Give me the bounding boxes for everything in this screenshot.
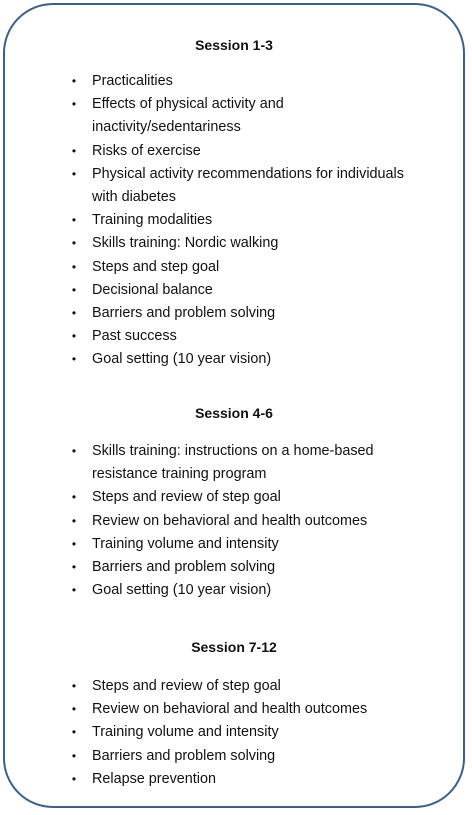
list-item-line: Practicalities — [92, 73, 173, 89]
list-item-line: Risks of exercise — [92, 142, 201, 159]
list-item-line: Physical activity recommendations for individuals — [92, 165, 404, 182]
list-item-line: Training modalities — [92, 212, 213, 229]
list-item-line: Goal setting (10 year vision) — [92, 351, 272, 368]
bullet-icon: • — [71, 725, 77, 740]
list-item-line: with diabetes — [92, 189, 176, 206]
list-item — [5, 768, 463, 791]
bullet-icon: • — [71, 306, 77, 321]
bullet-icon: • — [71, 583, 77, 598]
topic-list — [5, 70, 463, 372]
list-item-line: Relapse prevention — [92, 770, 216, 787]
list-item — [5, 232, 463, 255]
topic-list — [5, 675, 463, 791]
list-item-line: Steps and review of step goal — [92, 678, 281, 694]
list-item — [5, 93, 463, 139]
list-item — [5, 209, 463, 232]
list-item-line: Effects of physical activity and — [92, 96, 284, 113]
list-item — [5, 163, 463, 209]
list-item — [5, 279, 463, 302]
list-item-line: Past success — [92, 328, 177, 345]
bullet-icon: • — [71, 236, 77, 251]
section-title: Session 1-3 — [195, 37, 273, 53]
bullet-icon: • — [71, 702, 77, 717]
list-item-line: Steps and step goal — [92, 258, 220, 275]
bullet-icon: • — [71, 771, 77, 786]
bullet-icon: • — [71, 166, 77, 181]
bullet-icon: • — [71, 444, 77, 458]
list-item-line: Barriers and problem solving — [92, 747, 276, 764]
list-item — [5, 745, 463, 768]
section-title: Session 7-12 — [191, 639, 277, 655]
topic-list — [5, 440, 463, 602]
list-item-line: Steps and review of step goal — [92, 489, 281, 506]
list-item — [5, 675, 463, 698]
bullet-icon: • — [71, 329, 77, 344]
list-item — [5, 256, 463, 279]
list-item-line: Barriers and problem solving — [92, 559, 276, 576]
bullet-icon: • — [71, 679, 77, 693]
list-item — [5, 579, 463, 602]
list-item — [5, 302, 463, 325]
list-item-line: Goal setting (10 year vision) — [92, 582, 272, 599]
bullet-icon: • — [71, 143, 77, 158]
list-item-line: Review on behavioral and health outcomes — [92, 701, 368, 718]
list-item — [5, 70, 463, 93]
bullet-icon: • — [71, 490, 77, 505]
list-item-line: Training volume and intensity — [92, 724, 279, 741]
list-item-line: Decisional balance — [92, 281, 213, 298]
bullet-icon: • — [71, 560, 77, 575]
bullet-icon: • — [71, 282, 77, 297]
list-item — [5, 721, 463, 744]
list-item — [5, 510, 463, 533]
bullet-icon: • — [71, 97, 77, 112]
list-item — [5, 140, 463, 163]
list-item-line: Barriers and problem solving — [92, 305, 276, 322]
list-item-line: Skills training: instructions on a home-based — [92, 443, 374, 459]
list-item-line: resistance training program — [92, 466, 267, 483]
bullet-icon: • — [71, 748, 77, 763]
bullet-icon: • — [71, 536, 77, 551]
section-title: Session 4-6 — [195, 405, 273, 421]
list-item-line: Training volume and intensity — [92, 535, 279, 552]
list-item — [5, 698, 463, 721]
bullet-icon: • — [71, 213, 77, 228]
bullet-icon: • — [71, 513, 77, 528]
list-item-line: inactivity/sedentariness — [92, 119, 241, 136]
list-item — [5, 556, 463, 579]
list-item — [5, 348, 463, 371]
bullet-icon: • — [71, 352, 77, 367]
list-item-line: Skills training: Nordic walking — [92, 235, 279, 252]
list-item — [5, 486, 463, 509]
list-item — [5, 325, 463, 348]
list-item-line: Review on behavioral and health outcomes — [92, 512, 368, 529]
bullet-icon: • — [71, 74, 77, 88]
session-content-card — [3, 3, 465, 808]
list-item — [5, 533, 463, 556]
list-item — [5, 440, 463, 486]
bullet-icon: • — [71, 259, 77, 274]
